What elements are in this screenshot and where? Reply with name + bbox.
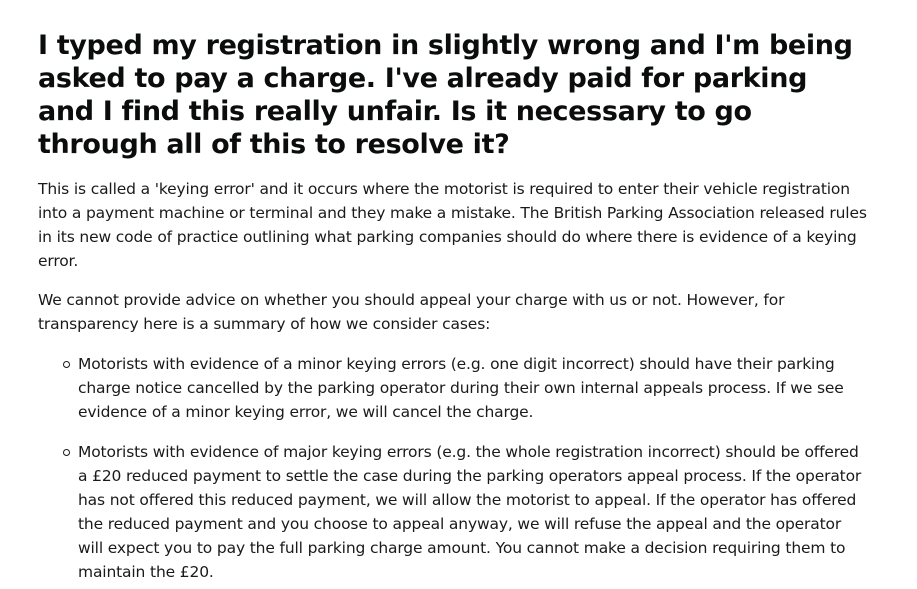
case-summary-list: [38, 352, 868, 584]
list-item-text: Motorists with evidence of a minor keying errors (e.g. one digit incorrect) should have their parking charge notice cancelled by the parking operator during their own internal appeals process. If we see evidence of a minor keying error, we will cancel the charge.: [78, 355, 844, 421]
list-item: [38, 352, 868, 424]
list-item-text: Motorists with evidence of major keying errors (e.g. the whole registration incorrect) should be offered a £20 reduced payment to settle the case during the parking operators appeal process. If the operator has not offered this reduced payment, we will allow the motorist to appeal. If the operator has offered the reduced payment and you choose to appeal anyway, we will refuse the appeal and the operator will expect you to pay the full parking charge amount. You cannot make a decision requiring them to maintain the £20.: [78, 443, 862, 581]
policy-intro-paragraph: We cannot provide advice on whether you should appeal your charge with us or not. However, for transparency here is a summary of how we consider cases:: [38, 291, 785, 333]
faq-answer-section: [38, 29, 868, 584]
explanation-paragraph: This is called a 'keying error' and it occurs where the motorist is required to enter their vehicle registration into a payment machine or terminal and they make a mistake. The British Parking Association released rules in its new code of practice outlining what parking companies should do where there is evidence of a keying error.: [38, 180, 867, 270]
hollow-circle-bullet-icon: [63, 449, 70, 456]
question-heading: I typed my registration in slightly wrong and I'm being asked to pay a charge. I've already paid for parking and I find this really unfair. Is it necessary to go through all of this to resolve it?: [38, 30, 853, 160]
list-item: [38, 440, 868, 584]
hollow-circle-bullet-icon: [63, 361, 70, 368]
